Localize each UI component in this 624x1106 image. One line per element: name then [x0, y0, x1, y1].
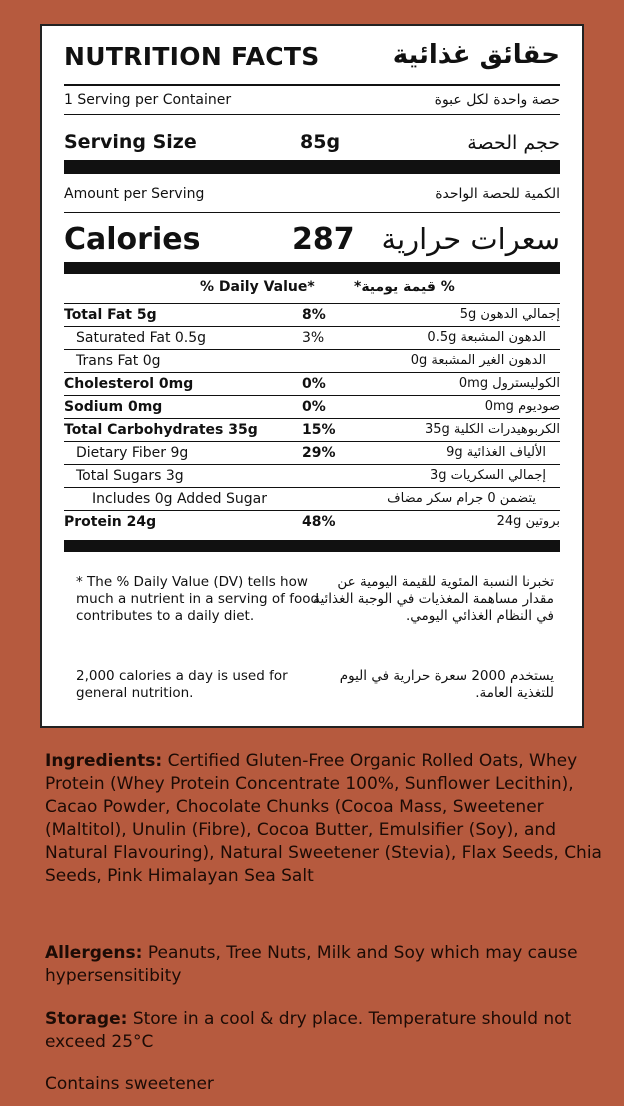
nutrient-percent: 8% [302, 307, 326, 323]
nutrient-row-protein [64, 510, 560, 533]
nutrient-arabic: صوديوم 0mg [484, 399, 560, 414]
nutrient-percent: 48% [302, 514, 336, 530]
nutrient-arabic: الدهون الغير المشبعة 0g [410, 353, 546, 368]
divider [64, 84, 560, 86]
amount-per-serving-arabic: الكمية للحصة الواحدة [435, 186, 560, 202]
thick-divider [64, 262, 560, 274]
footnote-dv-arabic: تخبرنا النسبة المئوية للقيمة اليومية عن مقدار مساهمة المغذيات في الوجبة الغذائية في النظام الغذائي اليومي. [313, 574, 554, 624]
calories-label: Calories [64, 222, 201, 257]
daily-value-header [64, 277, 560, 299]
nutrient-row-added-sugar [64, 487, 560, 510]
nutrient-name: Includes 0g Added Sugar [92, 491, 267, 507]
servings-per-container-arabic: حصة واحدة لكل عبوة [434, 92, 560, 108]
nutrient-percent: 15% [302, 422, 336, 438]
storage-text [45, 1008, 605, 1054]
ingredients-label: Ingredients: [45, 751, 163, 771]
thick-divider [64, 540, 560, 552]
serving-size-value: 85g [300, 131, 341, 153]
footnote-dv-english: * The % Daily Value (DV) tells how much a nutrient in a serving of food contributes to a daily diet. [76, 574, 320, 624]
serving-size-label: Serving Size [64, 131, 197, 153]
nutrient-name: Saturated Fat 0.5g [76, 330, 207, 346]
nutrient-row-total-sugars [64, 464, 560, 487]
nutrient-percent: 3% [302, 330, 325, 346]
nutrient-name: Sodium 0mg [64, 399, 163, 415]
nutrient-row-total-carbohydrates [64, 418, 560, 441]
amount-per-serving: Amount per Serving [64, 186, 205, 202]
nutrient-row-dietary-fiber [64, 441, 560, 464]
calories-value: 287 [292, 222, 355, 257]
allergens-list: Peanuts, Tree Nuts, Milk and Soy which may cause hypersensitibity [45, 943, 578, 986]
nutrient-name: Dietary Fiber 9g [76, 445, 189, 461]
title-arabic: حقائق غذائية [392, 40, 560, 70]
nutrient-arabic: بروتين 24g [496, 514, 560, 529]
nutrient-percent: 0% [302, 399, 326, 415]
nutrient-name: Total Fat 5g [64, 307, 157, 323]
storage-label: Storage: [45, 1009, 128, 1029]
divider [64, 114, 560, 115]
nutrient-row-sodium [64, 395, 560, 418]
nutrient-arabic: الكوليسترول 0mg [458, 376, 560, 391]
daily-value-header-arabic: % قيمة يومية* [354, 279, 455, 295]
thick-divider [64, 160, 560, 174]
nutrient-name: Trans Fat 0g [76, 353, 161, 369]
footnote-calories-english: 2,000 calories a day is used for general nutrition. [76, 668, 288, 701]
nutrition-facts-panel [40, 24, 584, 728]
nutrient-arabic: إجمالي الدهون 5g [459, 307, 560, 322]
nutrient-row-trans-fat [64, 349, 560, 372]
nutrient-row-total-fat [64, 303, 560, 326]
footnote-calories-arabic: يستخدم 2000 سعرة حرارية في اليوم للتغذية العامة. [339, 668, 554, 701]
nutrient-name: Protein 24g [64, 514, 157, 530]
allergens-label: Allergens: [45, 943, 143, 963]
nutrient-name: Total Sugars 3g [76, 468, 184, 484]
daily-value-header-english: % Daily Value* [200, 279, 315, 295]
nutrient-name: Total Carbohydrates 35g [64, 422, 258, 438]
nutrient-row-saturated-fat [64, 326, 560, 349]
sweetener-note: Contains sweetener [45, 1074, 214, 1094]
nutrient-name: Cholesterol 0mg [64, 376, 194, 392]
nutrient-row-cholesterol [64, 372, 560, 395]
servings-per-container: 1 Serving per Container [64, 92, 232, 108]
nutrient-arabic: الألياف الغذائية 9g [446, 445, 546, 460]
ingredients-list: Certified Gluten-Free Organic Rolled Oats, Whey Protein (Whey Protein Concentrate 100%, Sunflower Lecithin), Cacao Powder, Chocolate Chunks (Cocoa Mass, Sweetener (Maltitol), Unulin (Fibre), Cocoa Butter, Emulsifier (Soy), and Natural Flavouring), Natural Sweetener (Stevia), Flax Seeds, Chia Seeds, Pink Himalayan Sea Salt [45, 751, 602, 886]
divider [64, 212, 560, 213]
nutrient-arabic: الكربوهيدرات الكلية 35g [425, 422, 560, 437]
calories-arabic: سعرات حرارية [381, 222, 560, 256]
title-english: NUTRITION FACTS [64, 42, 320, 71]
title-row [64, 40, 560, 80]
storage-instructions: Store in a cool & dry place. Temperature should not exceed 25°C [45, 1009, 572, 1052]
nutrient-percent: 0% [302, 376, 326, 392]
serving-size-arabic: حجم الحصة [467, 132, 560, 154]
nutrient-percent: 29% [302, 445, 336, 461]
ingredients-text [45, 750, 605, 888]
nutrient-arabic: الدهون المشبعة 0.5g [427, 330, 546, 345]
nutrient-arabic: يتضمن 0 جرام سكر مضاف [387, 491, 536, 506]
nutrient-arabic: إجمالي السكريات 3g [429, 468, 546, 483]
allergens-text [45, 942, 605, 988]
